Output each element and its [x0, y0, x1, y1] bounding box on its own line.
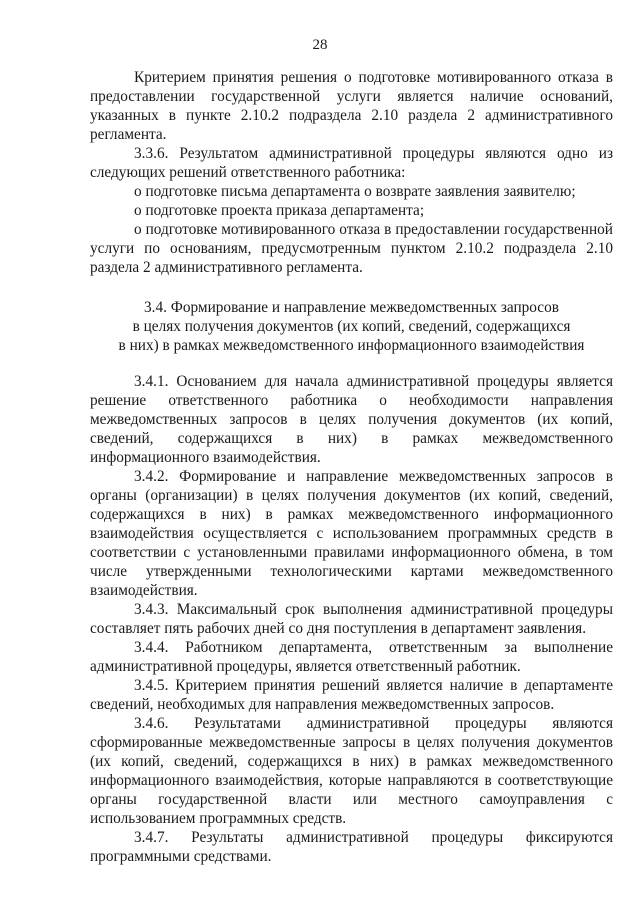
section-text-block: [90, 372, 613, 866]
paragraph-3-3-6: 3.3.6. Результатом административной процедуры являются одно из следующих решений ответственного работника:: [90, 145, 613, 181]
paragraph-refusal-criterion: Критерием принятия решения о подготовке мотивированного отказа в предоставлении государственной услуги является наличие оснований, указанных в пункте 2.10.2 подраздела 2.10 раздела 2 административного регламента.: [90, 69, 613, 143]
section-heading-line: в целях получения документов (их копий, сведений, содержащихся: [132, 318, 571, 335]
list-item: о подготовке мотивированного отказа в предоставлении государственной услуги по основаниям, предусмотренным пунктом 2.10.2 подраздела 2.10 раздела 2 административного регламента.: [90, 221, 613, 276]
paragraph-3-4-4: 3.4.4. Работником департамента, ответственным за выполнение административной процедуры, является ответственный работник.: [90, 639, 613, 675]
paragraph-3-4-3: 3.4.3. Максимальный срок выполнения административной процедуры составляет пять рабочих дней со дня поступления в департамент заявления.: [90, 601, 613, 637]
section-heading: [90, 298, 613, 355]
paragraph-3-4-5: 3.4.5. Критерием принятия решений является наличие в департаменте сведений, необходимых для направления межведомственных запросов.: [90, 677, 613, 713]
list-item: о подготовке проекта приказа департамента;: [134, 202, 425, 219]
paragraph-3-4-2: 3.4.2. Формирование и направление межведомственных запросов в органы (организации) в целях получения документов (их копий, сведений, содержащихся в них) в рамках межведомственного информационного взаимодействия осуществляется с использованием программных средств в соответствии с установленными правилами информационного обмена, в том числе утвержденными технологическими картами межведомственного взаимодействия.: [90, 468, 613, 599]
section-heading-line: 3.4. Формирование и направление межведомственных запросов: [144, 299, 559, 316]
top-text-block: [90, 68, 613, 277]
paragraph-3-4-7: 3.4.7. Результаты административной процедуры фиксируются программными средствами.: [90, 829, 613, 865]
page-number: 28: [312, 37, 328, 53]
paragraph-3-4-1: 3.4.1. Основанием для начала административной процедуры является решение ответственного работника о необходимости направления межведомственных запросов в целях получения документов (их копий, сведений, содержащихся в них) в рамках межведомственного информационного взаимодействия.: [90, 373, 613, 466]
list-item: о подготовке письма департамента о возврате заявления заявителю;: [134, 183, 576, 200]
section-heading-line: в них) в рамках межведомственного информационного взаимодействия: [118, 337, 585, 354]
paragraph-3-4-6: 3.4.6. Результатами административной процедуры являются сформированные межведомственные запросы в целях получения документов (их копий, сведений, содержащихся в них) в рамках межведомственного информационного взаимодействия, которые направляются в соответствующие органы государственной власти или местного самоуправления с использованием программных средств.: [90, 715, 613, 827]
